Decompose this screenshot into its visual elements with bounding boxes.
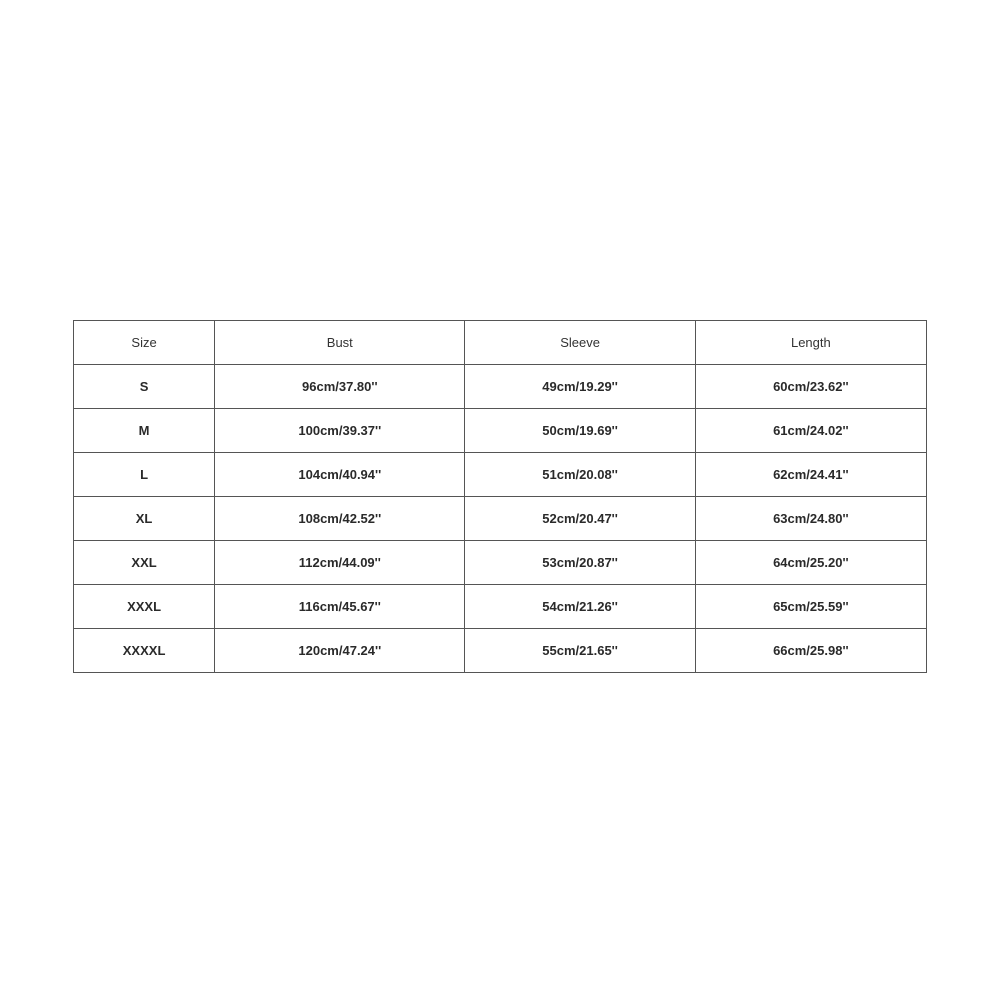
header-sleeve: Sleeve	[465, 321, 695, 365]
cell-sleeve: 51cm/20.08''	[465, 453, 695, 497]
cell-bust: 96cm/37.80''	[215, 365, 465, 409]
cell-length: 65cm/25.59''	[695, 585, 926, 629]
table-header-row	[74, 321, 927, 365]
header-size: Size	[74, 321, 215, 365]
table-row	[74, 541, 927, 585]
cell-bust: 108cm/42.52''	[215, 497, 465, 541]
table-row	[74, 453, 927, 497]
cell-bust: 104cm/40.94''	[215, 453, 465, 497]
cell-bust: 120cm/47.24''	[215, 629, 465, 673]
table-row	[74, 409, 927, 453]
header-bust: Bust	[215, 321, 465, 365]
cell-length: 64cm/25.20''	[695, 541, 926, 585]
cell-sleeve: 55cm/21.65''	[465, 629, 695, 673]
cell-sleeve: 53cm/20.87''	[465, 541, 695, 585]
cell-bust: 100cm/39.37''	[215, 409, 465, 453]
header-length: Length	[695, 321, 926, 365]
cell-length: 60cm/23.62''	[695, 365, 926, 409]
size-chart-table	[73, 320, 927, 673]
table-row	[74, 585, 927, 629]
cell-sleeve: 54cm/21.26''	[465, 585, 695, 629]
cell-bust: 116cm/45.67''	[215, 585, 465, 629]
cell-size: M	[74, 409, 215, 453]
table-row	[74, 629, 927, 673]
cell-sleeve: 52cm/20.47''	[465, 497, 695, 541]
table-row	[74, 497, 927, 541]
cell-length: 63cm/24.80''	[695, 497, 926, 541]
cell-length: 61cm/24.02''	[695, 409, 926, 453]
cell-size: XXXL	[74, 585, 215, 629]
cell-sleeve: 50cm/19.69''	[465, 409, 695, 453]
cell-length: 62cm/24.41''	[695, 453, 926, 497]
cell-size: XXXXL	[74, 629, 215, 673]
cell-size: L	[74, 453, 215, 497]
cell-sleeve: 49cm/19.29''	[465, 365, 695, 409]
cell-size: S	[74, 365, 215, 409]
table-row	[74, 365, 927, 409]
cell-bust: 112cm/44.09''	[215, 541, 465, 585]
cell-size: XL	[74, 497, 215, 541]
cell-size: XXL	[74, 541, 215, 585]
cell-length: 66cm/25.98''	[695, 629, 926, 673]
